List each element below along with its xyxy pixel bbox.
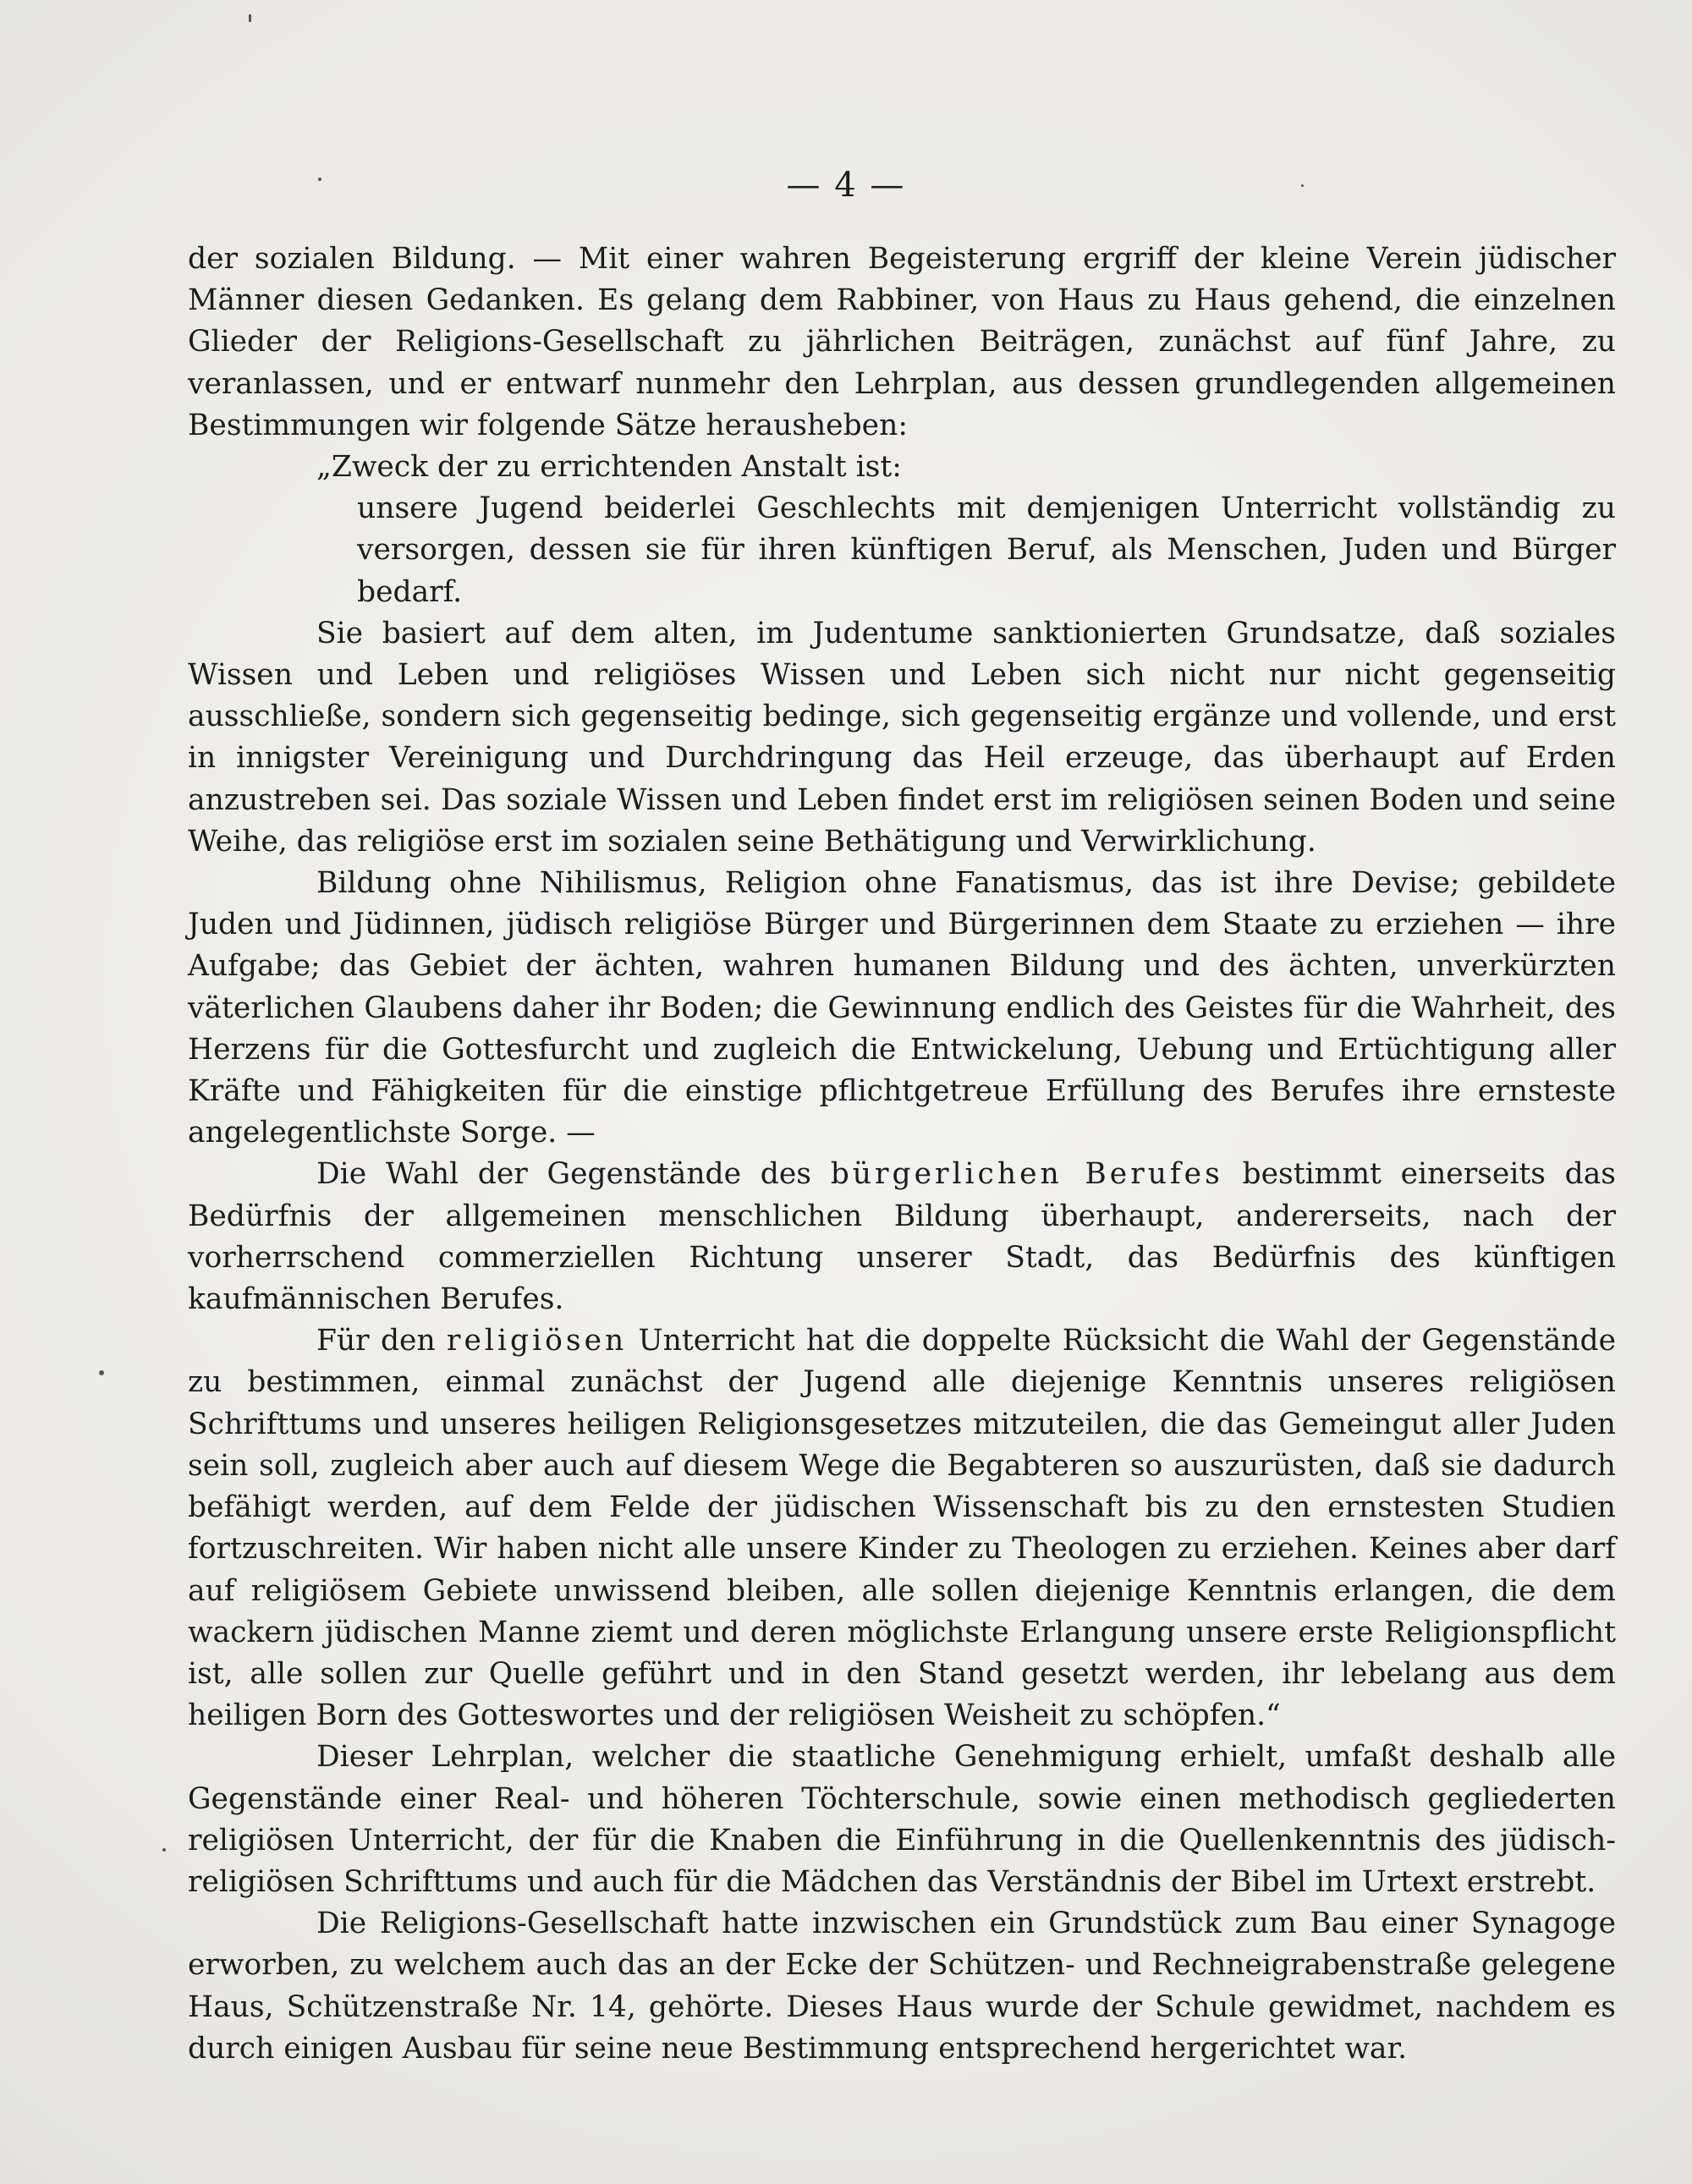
paragraph-curriculum: Dieser Lehrplan, welcher die staatliche Genehmigung erhielt, umfaßt deshalb alle Gegenstände einer Real- und höheren Töchterschule, sowie einen methodisch gegliederten religiösen Unterricht, der für die Knaben die Einführung in die Quellenkenntnis des jüdisch-religiösen Schrifttums und auch für die Mädchen das Verständnis der Bibel im Urtext erstrebt. (188, 1740, 1616, 1899)
paragraph-motto: Bildung ohne Nihilismus, Religion ohne Fanatismus, das ist ihre Devise; gebildete Juden und Jüdinnen, jüdisch religiöse Bürger und Bürgerinnen dem Staate zu erziehen — ihre Aufgabe; das Gebiet der ächten, wahren humanen Bildung und des ächten, unverkürzten väterlichen Glaubens daher ihr Boden; die Gewinnung endlich des Geistes für die Wahrheit, des Herzens für die Gottesfurcht und zugleich die Entwickelung, Uebung und Ertüchtigung aller Kräfte und Fähigkeiten für die einstige pflichtgetreue Erfüllung des Berufes ihre ernsteste angelegentlichste Sorge. — (188, 866, 1616, 1150)
paragraph-civic-subjects (188, 1154, 1616, 1320)
emphasis-civic-profession: bürgerlichen Berufes (830, 1157, 1223, 1192)
quote-purpose: unsere Jugend beiderlei Geschlechts mit demjenigen Unterricht vollständig zu versorgen, dessen sie für ihren künftigen Beruf, als Menschen, Juden und Bürger bedarf. (357, 491, 1616, 609)
scan-speck (1301, 184, 1304, 187)
scan-speck (162, 1848, 166, 1852)
page-number: — 4 — (786, 166, 906, 205)
paragraph-school-house: Die Religions-Gesellschaft hatte inzwischen ein Grundstück zum Bau einer Synagoge erworben, zu welchem auch das an der Ecke der Schützen- und Rechneigrabenstraße gelegene Haus, Schützenstraße Nr. 14, gehörte. Dieses Haus wurde der Schule gewidmet, nachdem es durch einigen Ausbau für seine neue Bestimmung entsprechend hergerichtet war. (188, 1907, 1616, 2066)
paragraph-religious-after: Unterricht hat die doppelte Rücksicht die Wahl der Gegenstände zu bestimmen, einmal zunächst der Jugend alle diejenige Kenntnis unseres religiösen Schrifttums und unseres heiligen Religionsgesetzes mitzuteilen, die das Gemeingut aller Juden sein soll, zugleich aber auch auf diesem Wege die Begabteren so auszurüsten, daß sie dadurch befähigt werden, auf dem Felde der jüdischen Wissenschaft bis zu den ernstesten Studien fortzuschreiten. Wir haben nicht alle unsere Kinder zu Theologen zu erziehen. Keines aber darf auf religiösem Gebiete unwissend bleiben, alle sollen diejenige Kenntnis erlangen, die dem wackern jüdischen Manne ziemt und deren möglichste Erlangung unsere erste Religionspflicht ist, alle sollen zur Quelle geführt und in den Stand gesetzt werden, ihr lebelang aus dem heiligen Born des Gotteswortes und der religiösen Weisheit zu schöpfen.“ (188, 1324, 1616, 1733)
scan-speck (318, 178, 321, 181)
quote-heading: „Zweck der zu errichtenden Anstalt ist: (316, 450, 902, 485)
paragraph-civic-before: Die Wahl der Gegenstände des (316, 1157, 831, 1192)
paragraph-religious-before: Für den (316, 1324, 448, 1358)
emphasis-religious: religiösen (447, 1324, 628, 1358)
paragraph-civic-after: bestimmt einerseits das Bedürfnis der allgemeinen menschlichen Bildung überhaupt, andererseits, nach der vorherrschend commerziellen Richtung unserer Stadt, das Bedürfnis des künftigen kaufmännischen Berufes. (188, 1157, 1616, 1317)
scan-speck (249, 14, 251, 22)
body-text (188, 239, 1616, 2070)
paragraph-continuation: der sozialen Bildung. — Mit einer wahren Begeisterung ergriff der kleine Verein jüdischer Männer diesen Gedanken. Es gelang dem Rabbiner, von Haus zu Haus gehend, die einzelnen Glieder der Religions-Gesellschaft zu jährlichen Beiträgen, zunächst auf fünf Jahre, zu veranlassen, und er entwarf nunmehr den Lehrplan, aus dessen grundlegenden allgemeinen Bestimmungen wir folgende Sätze herausheben: (188, 242, 1616, 442)
paragraph-religious-subjects (188, 1320, 1616, 1737)
paragraph-principle: Sie basiert auf dem alten, im Judentume sanktionierten Grundsatze, daß soziales Wissen und Leben und religiöses Wissen und Leben sich nicht nur nicht gegenseitig ausschließe, sondern sich gegenseitig bedinge, sich gegenseitig ergänze und vollende, und erst in innigster Vereinigung und Durchdringung das Heil erzeuge, das überhaupt auf Erden anzustreben sei. Das soziale Wissen und Leben findet erst im religiösen seinen Boden und seine Weihe, das religiöse erst im sozialen seine Bethätigung und Verwirklichung. (188, 616, 1616, 859)
scan-speck (99, 1370, 104, 1375)
